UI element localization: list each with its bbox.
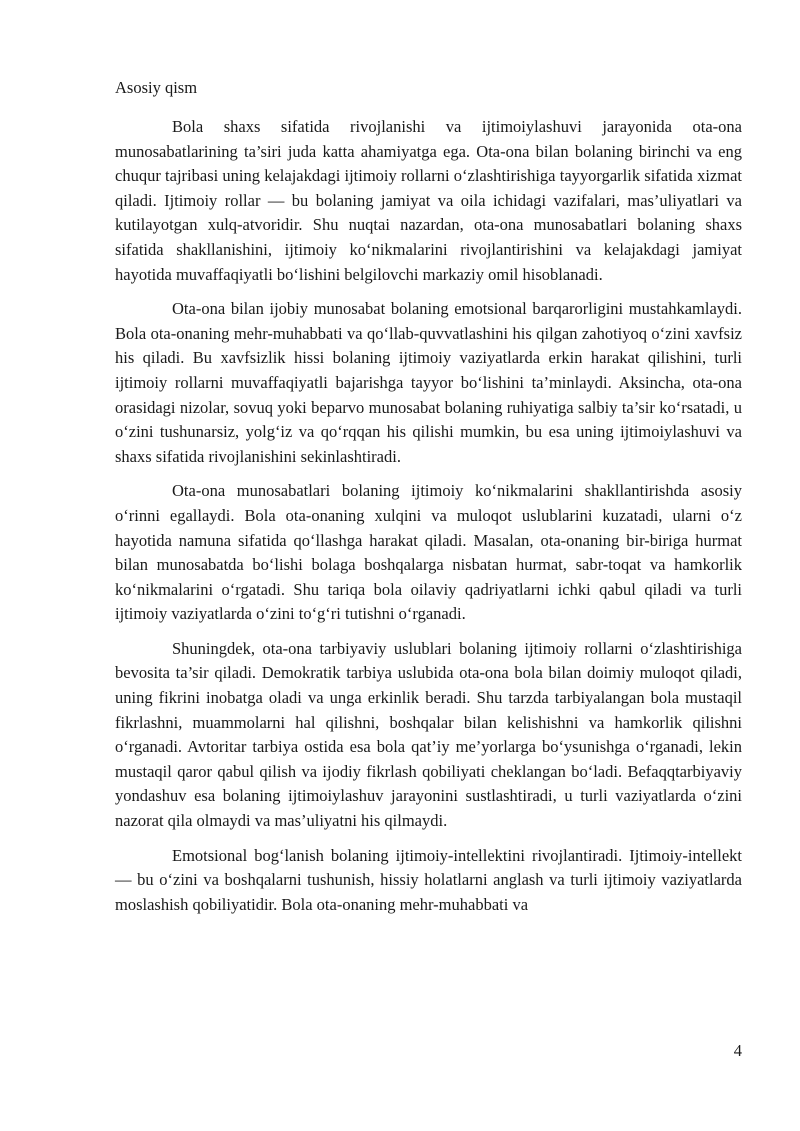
paragraph: Ota-ona munosabatlari bolaning ijtimoiy ko‘nikmalarini shakllantirishda asosiy o‘rinni egallaydi. Bola ota-onaning xulqini va muloqot uslublarini kuzatadi, ularni o‘z hayotida namuna sifatida qo‘llashga harakat qiladi. Masalan, ota-onaning bir-biriga hurmat bilan munosabatda bo‘lishi bolaga boshqalarga nisbatan hurmat, sabr-toqat va hamkorlik ko‘nikmalarini o‘rgatadi. Shu tariqa bola oilaviy qadriyatlarni ichki qabul qiladi va turli ijtimoiy vaziyatlarda o‘zini to‘g‘ri tutishni o‘rganadi. xyxy=(115,481,742,624)
page-number: 4 xyxy=(733,1041,742,1060)
section-heading: Asosiy qism xyxy=(115,78,198,97)
paragraph: Ota-ona bilan ijobiy munosabat bolaning emotsional barqarorligini mustahkamlaydi. Bola ota-onaning mehr-muhabbati va qo‘llab-quvvatlashini his qilgan zahotiyoq o‘zini xavfsiz his qiladi. Bu xavfsizlik hissi bolaning ijtimoiy vaziyatlarda erkin harakat qilishini, turli ijtimoiy rollarni muvaffaqiyatli bajarishga tayyor bo‘lishini ta’minlaydi. Aksincha, ota-ona orasidagi nizolar, sovuq yoki beparvo munosabat bolaning ruhiyatiga salbiy ta’sir ko‘rsatadi, u o‘zini tushunarsiz, yolg‘iz va qo‘rqqan his qilishi mumkin, bu esa uning ijtimoiylashuvi va shaxs sifatida rivojlanishini sekinlashtiradi. xyxy=(115,299,742,466)
paragraph: Emotsional bog‘lanish bolaning ijtimoiy-intellektini rivojlantiradi. Ijtimoiy-intellekt — bu o‘zini va boshqalarni tushunish, hissiy holatlarni anglash va turli ijtimoiy vaziyatlarda moslashish qobiliyatidir. Bola ota-onaning mehr-muhabbati va xyxy=(115,845,742,914)
paragraph: Shuningdek, ota-ona tarbiyaviy uslublari bolaning ijtimoiy rollarni o‘zlashtirishiga bevosita ta’sir qiladi. Demokratik tarbiya uslubida ota-ona bola bilan doimiy muloqot qiladi, uning fikrini inobatga oladi va unga erkinlik beradi. Shu tarzda tarbiyalangan bola mustaqil fikrlashni, muammolarni hal qilishni, boshqalar bilan kelishishni va hamkorlik qilishni o‘rganadi. Avtoritar tarbiya ostida esa bola qat’iy me’yorlarga bo‘ysunishga o‘rganadi, lekin mustaqil qaror qabul qilish va ijodiy fikrlash qobiliyati cheklangan bo‘ladi. Befaqqtarbiyaviy yondashuv esa bolaning ijtimoiylashuv jarayonini sustlashtiradi, u turli vaziyatlarda o‘zini nazorat qila olmaydi va mas’uliyatni his qilmaydi. xyxy=(115,638,742,831)
body-text xyxy=(115,115,742,927)
paragraph: Bola shaxs sifatida rivojlanishi va ijtimoiylashuvi jarayonida ota-ona munosabatlarining ta’siri juda katta ahamiyatga ega. Ota-ona bilan bolaning birinchi va eng chuqur tajribasi uning kelajakdagi ijtimoiy rollarni o‘zlashtirishiga tayyorgarlik sifatida xizmat qiladi. Ijtimoiy rollar — bu bolaning jamiyat va oila ichidagi vazifalari, mas’uliyatlari va kutilayotgan xulq-atvoridir. Shu nuqtai nazardan, ota-ona munosabatlari bolaning shaxs sifatida shakllanishini, ijtimoiy ko‘nikmalarini rivojlantirishini va kelajakdagi jamiyat hayotida muvaffaqiyatli bo‘lishini belgilovchi markaziy omil hisoblanadi. xyxy=(115,117,742,284)
